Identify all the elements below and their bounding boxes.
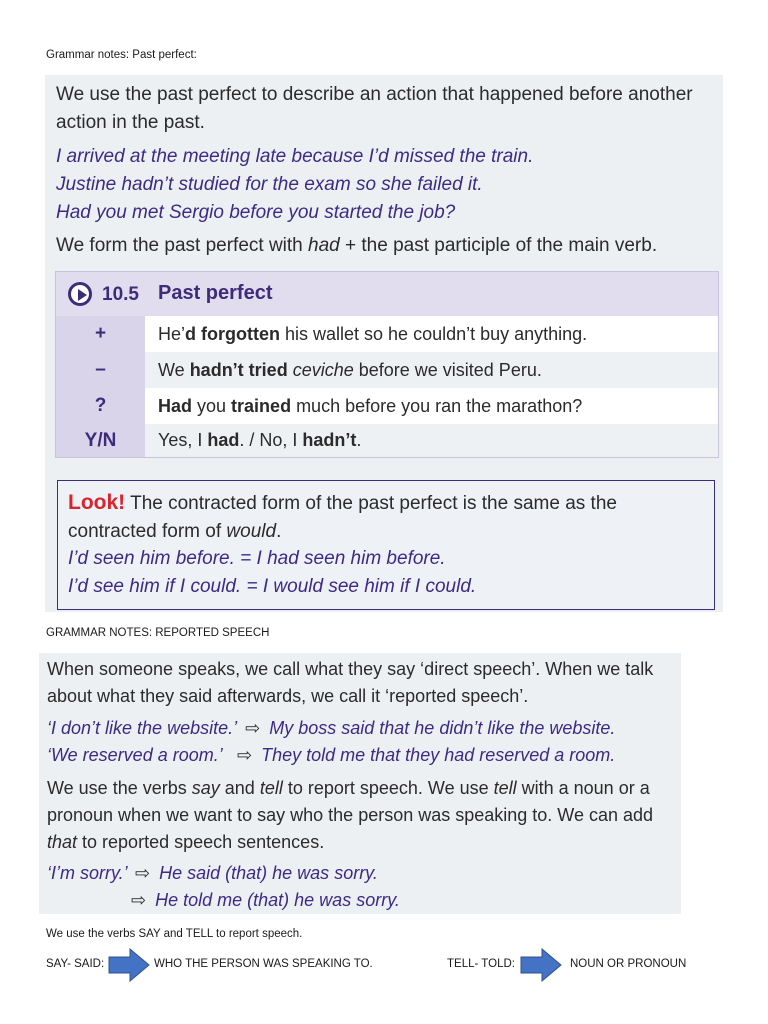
audio-track-number: 10.5 [102, 284, 139, 305]
direct-speech: ‘I’m sorry.’ [47, 863, 128, 883]
row-symbol-positive: + [56, 316, 145, 352]
reported-speech: My boss said that he didn’t like the website. [269, 718, 616, 738]
reported-speech-example-1 [47, 715, 671, 742]
row-symbol-yes-no: Y/N [56, 424, 145, 457]
example-sentence: Justine hadn’t studied for the exam so she failed it. [56, 174, 483, 195]
past-perfect-form [56, 232, 713, 260]
form-had: had [308, 235, 340, 256]
row-symbol-negative: – [56, 352, 145, 388]
row-text: Had you trained much before you ran the marathon? [158, 396, 583, 416]
look-examples [68, 545, 704, 601]
look-note-box [57, 480, 715, 610]
section-heading-past-perfect: Grammar notes: Past perfect: [46, 49, 197, 61]
blue-arrow-icon [520, 948, 562, 982]
arrow-icon: ⇨ [245, 718, 261, 738]
row-text: He’d forgotten his wallet so he couldn’t buy anything. [158, 324, 588, 344]
tell-label: TELL- TOLD: [447, 958, 515, 970]
footer-line: We use the verbs SAY and TELL to report speech. [46, 928, 303, 940]
example-sentence: I arrived at the meeting late because I’d missed the train. [56, 146, 534, 167]
form-text: We form the past perfect with [56, 235, 309, 256]
direct-speech: ‘I don’t like the website.’ [47, 718, 237, 738]
table-title: Past perfect [158, 282, 273, 304]
reported-speech: He told me (that) he was sorry. [155, 890, 400, 910]
row-text: We hadn’t tried ceviche before we visited Peru. [158, 360, 542, 380]
arrow-icon: ⇨ [131, 890, 147, 910]
row-text: Yes, I had. / No, I hadn’t. [158, 430, 362, 450]
look-note-text [68, 489, 704, 546]
row-symbol-question: ? [56, 388, 145, 424]
say-target: WHO THE PERSON WAS SPEAKING TO. [154, 958, 373, 970]
reported-speech-example-2 [47, 742, 671, 769]
table-row [56, 424, 718, 457]
look-text: The contracted form of the past perfect is the same as the contracted form of [68, 493, 617, 542]
past-perfect-table [55, 271, 719, 458]
reported-speech-intro: When someone speaks, we call what they say ‘direct speech’. When we talk about what they said afterwards, we call it ‘reported speech’. [47, 659, 654, 706]
past-perfect-examples [56, 143, 713, 227]
play-audio-icon[interactable] [68, 282, 92, 306]
reported-speech: He said (that) he was sorry. [159, 863, 378, 883]
reported-speech-panel [39, 653, 681, 914]
blue-arrow-icon [108, 948, 150, 982]
past-perfect-intro: We use the past perfect to describe an action that happened before another action in the past. [56, 84, 693, 133]
table-row [56, 388, 718, 424]
table-row [56, 316, 718, 352]
example-sentence: Had you met Sergio before you started the job? [56, 202, 456, 223]
table-row [56, 352, 718, 388]
form-text: + the past participle of the main verb. [339, 235, 658, 256]
reported-speech-verbs: We use the verbs say and tell to report speech. We use tell with a noun or a pronoun when we want to say who the person was speaking to. We can add that to reported speech sentences. [47, 778, 654, 852]
look-would: would [226, 521, 277, 542]
reported-speech-example-3 [47, 860, 671, 887]
example-sentence: I’d see him if I could. = I would see him if I could. [68, 576, 477, 597]
arrow-icon: ⇨ [237, 745, 253, 765]
section-heading-reported-speech: GRAMMAR NOTES: REPORTED SPEECH [46, 627, 270, 639]
reported-speech-example-4 [131, 887, 671, 914]
say-label: SAY- SAID: [46, 958, 105, 970]
look-period: . [276, 521, 282, 542]
example-sentence: I’d seen him before. = I had seen him before. [68, 548, 446, 569]
direct-speech: ‘We reserved a room.’ [47, 745, 223, 765]
look-label: Look! [68, 491, 126, 514]
table-header [56, 272, 718, 316]
tell-target: NOUN OR PRONOUN [570, 958, 687, 970]
arrow-icon: ⇨ [135, 863, 151, 883]
reported-speech: They told me that they had reserved a room. [261, 745, 616, 765]
